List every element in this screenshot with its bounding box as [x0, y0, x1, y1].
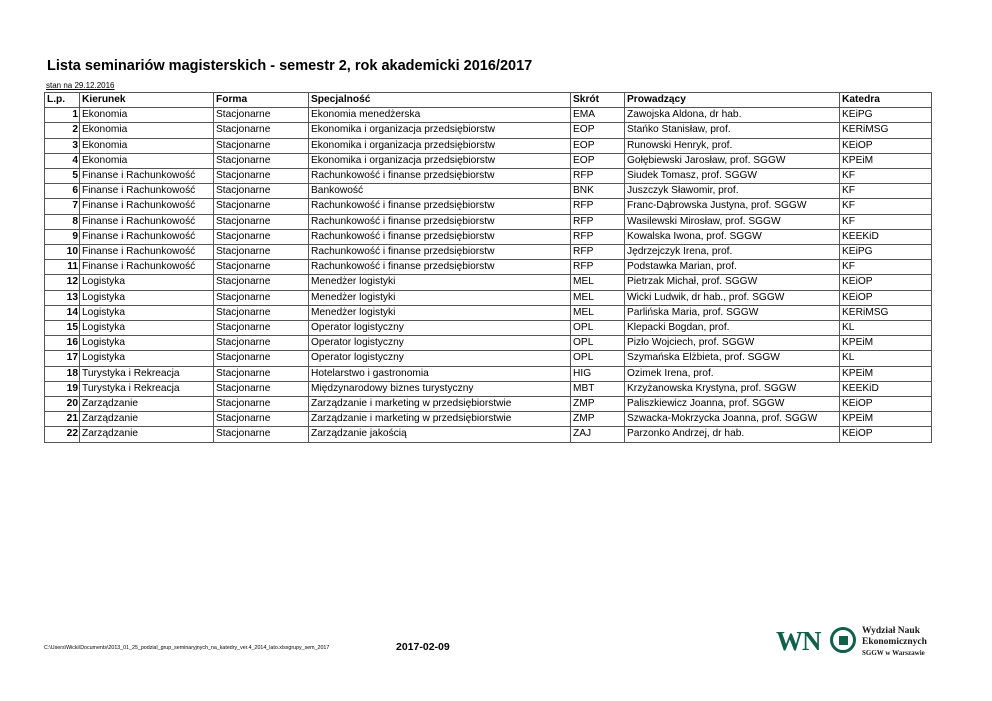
table-row — [45, 169, 932, 184]
print-date: 2017-02-09 — [396, 641, 450, 653]
cell-skrot: MEL — [571, 290, 625, 305]
table-row — [45, 245, 932, 260]
cell-prowadzacy: Wicki Ludwik, dr hab., prof. SGGW — [625, 290, 840, 305]
cell-skrot: RFP — [571, 169, 625, 184]
table-row — [45, 108, 932, 123]
cell-forma: Stacjonarne — [214, 321, 309, 336]
table-row — [45, 184, 932, 199]
cell-prowadzacy: Szymańska Elżbieta, prof. SGGW — [625, 351, 840, 366]
cell-specjalnosc: Rachunkowość i finanse przedsiębiorstw — [309, 214, 571, 229]
cell-prowadzacy: Paliszkiewicz Joanna, prof. SGGW — [625, 397, 840, 412]
cell-lp: 18 — [45, 366, 80, 381]
cell-katedra: KF — [840, 260, 932, 275]
table-row — [45, 123, 932, 138]
cell-lp: 12 — [45, 275, 80, 290]
cell-specjalnosc: Menedżer logistyki — [309, 290, 571, 305]
cell-lp: 9 — [45, 229, 80, 244]
cell-prowadzacy: Jędrzejczyk Irena, prof. — [625, 245, 840, 260]
cell-skrot: BNK — [571, 184, 625, 199]
file-path: C:\Users\Wicki\Documents\2013_01_25_podzial_grup_seminaryjnych_na_katedry_ver.4_2014_lato.xlsxgrupy_sem_2017 — [44, 645, 330, 651]
cell-lp: 1 — [45, 108, 80, 123]
logo-line-3: SGGW w Warszawie — [862, 649, 925, 657]
cell-kierunek: Zarządzanie — [80, 397, 214, 412]
cell-kierunek: Logistyka — [80, 321, 214, 336]
table-row — [45, 229, 932, 244]
faculty-logo — [776, 622, 956, 662]
seminar-table — [44, 92, 932, 443]
cell-katedra: KPEiM — [840, 412, 932, 427]
cell-katedra: KERiMSG — [840, 123, 932, 138]
cell-prowadzacy: Klepacki Bogdan, prof. — [625, 321, 840, 336]
cell-katedra: KEiOP — [840, 138, 932, 153]
document-title: Lista seminariów magisterskich - semestr 2, rok akademicki 2016/2017 — [47, 58, 533, 74]
cell-lp: 21 — [45, 412, 80, 427]
cell-katedra: KERiMSG — [840, 305, 932, 320]
cell-kierunek: Turystyka i Rekreacja — [80, 366, 214, 381]
cell-kierunek: Finanse i Rachunkowość — [80, 184, 214, 199]
cell-kierunek: Ekonomia — [80, 123, 214, 138]
cell-kierunek: Finanse i Rachunkowość — [80, 229, 214, 244]
cell-skrot: ZMP — [571, 412, 625, 427]
cell-skrot: OPL — [571, 336, 625, 351]
cell-lp: 14 — [45, 305, 80, 320]
cell-forma: Stacjonarne — [214, 153, 309, 168]
cell-katedra: KEEKiD — [840, 229, 932, 244]
header-forma: Forma — [214, 93, 309, 108]
cell-katedra: KPEiM — [840, 336, 932, 351]
cell-specjalnosc: Rachunkowość i finanse przedsiębiorstw — [309, 260, 571, 275]
cell-katedra: KL — [840, 321, 932, 336]
table-row — [45, 381, 932, 396]
header-specjalnosc: Specjalność — [309, 93, 571, 108]
table-row — [45, 305, 932, 320]
cell-kierunek: Logistyka — [80, 351, 214, 366]
cell-prowadzacy: Podstawka Marian, prof. — [625, 260, 840, 275]
cell-specjalnosc: Hotelarstwo i gastronomia — [309, 366, 571, 381]
cell-specjalnosc: Ekonomika i organizacja przedsiębiorstw — [309, 138, 571, 153]
cell-specjalnosc: Menedżer logistyki — [309, 275, 571, 290]
cell-katedra: KEiOP — [840, 275, 932, 290]
cell-skrot: EOP — [571, 153, 625, 168]
cell-katedra: KPEiM — [840, 366, 932, 381]
cell-specjalnosc: Operator logistyczny — [309, 351, 571, 366]
header-prowadzacy: Prowadzący — [625, 93, 840, 108]
table-row — [45, 351, 932, 366]
cell-lp: 6 — [45, 184, 80, 199]
cell-kierunek: Ekonomia — [80, 108, 214, 123]
cell-specjalnosc: Ekonomika i organizacja przedsiębiorstw — [309, 123, 571, 138]
cell-forma: Stacjonarne — [214, 123, 309, 138]
cell-kierunek: Finanse i Rachunkowość — [80, 260, 214, 275]
cell-skrot: RFP — [571, 199, 625, 214]
cell-prowadzacy: Gołębiewski Jarosław, prof. SGGW — [625, 153, 840, 168]
cell-skrot: EOP — [571, 123, 625, 138]
cell-kierunek: Turystyka i Rekreacja — [80, 381, 214, 396]
cell-prowadzacy: Ozimek Irena, prof. — [625, 366, 840, 381]
cell-katedra: KEiOP — [840, 427, 932, 442]
logo-text — [862, 626, 927, 659]
cell-lp: 20 — [45, 397, 80, 412]
cell-forma: Stacjonarne — [214, 275, 309, 290]
cell-skrot: MBT — [571, 381, 625, 396]
cell-prowadzacy: Krzyżanowska Krystyna, prof. SGGW — [625, 381, 840, 396]
table-row — [45, 138, 932, 153]
cell-specjalnosc: Bankowość — [309, 184, 571, 199]
cell-forma: Stacjonarne — [214, 336, 309, 351]
table-row — [45, 260, 932, 275]
cell-forma: Stacjonarne — [214, 184, 309, 199]
cell-kierunek: Ekonomia — [80, 138, 214, 153]
cell-kierunek: Finanse i Rachunkowość — [80, 245, 214, 260]
cell-lp: 10 — [45, 245, 80, 260]
cell-prowadzacy: Kowalska Iwona, prof. SGGW — [625, 229, 840, 244]
cell-specjalnosc: Operator logistyczny — [309, 321, 571, 336]
cell-skrot: ZMP — [571, 397, 625, 412]
table-row — [45, 153, 932, 168]
header-katedra: Katedra — [840, 93, 932, 108]
cell-kierunek: Logistyka — [80, 290, 214, 305]
cell-skrot: HIG — [571, 366, 625, 381]
cell-specjalnosc: Rachunkowość i finanse przedsiębiorstw — [309, 229, 571, 244]
cell-kierunek: Finanse i Rachunkowość — [80, 169, 214, 184]
cell-katedra: KF — [840, 199, 932, 214]
cell-katedra: KEiOP — [840, 397, 932, 412]
cell-prowadzacy: Parlińska Maria, prof. SGGW — [625, 305, 840, 320]
cell-skrot: EOP — [571, 138, 625, 153]
cell-lp: 8 — [45, 214, 80, 229]
logo-mark: WN — [776, 626, 821, 656]
cell-forma: Stacjonarne — [214, 381, 309, 396]
cell-specjalnosc: Międzynarodowy biznes turystyczny — [309, 381, 571, 396]
cell-prowadzacy: Zawojska Aldona, dr hab. — [625, 108, 840, 123]
cell-forma: Stacjonarne — [214, 305, 309, 320]
table-row — [45, 275, 932, 290]
cell-lp: 3 — [45, 138, 80, 153]
cell-specjalnosc: Menedżer logistyki — [309, 305, 571, 320]
cell-lp: 11 — [45, 260, 80, 275]
table-header-row — [45, 93, 932, 108]
cell-specjalnosc: Operator logistyczny — [309, 336, 571, 351]
cell-lp: 13 — [45, 290, 80, 305]
cell-skrot: MEL — [571, 275, 625, 290]
cell-forma: Stacjonarne — [214, 245, 309, 260]
cell-kierunek: Finanse i Rachunkowość — [80, 214, 214, 229]
cell-forma: Stacjonarne — [214, 290, 309, 305]
cell-forma: Stacjonarne — [214, 366, 309, 381]
cell-katedra: KF — [840, 169, 932, 184]
cell-lp: 15 — [45, 321, 80, 336]
cell-specjalnosc: Zarządzanie i marketing w przedsiębiorstwie — [309, 397, 571, 412]
cell-forma: Stacjonarne — [214, 412, 309, 427]
cell-lp: 22 — [45, 427, 80, 442]
cell-skrot: OPL — [571, 321, 625, 336]
table-row — [45, 336, 932, 351]
cell-skrot: RFP — [571, 229, 625, 244]
logo-line-2: Ekonomicznych — [862, 637, 927, 647]
cell-specjalnosc: Zarządzanie i marketing w przedsiębiorstwie — [309, 412, 571, 427]
cell-katedra: KL — [840, 351, 932, 366]
cell-specjalnosc: Rachunkowość i finanse przedsiębiorstw — [309, 199, 571, 214]
cell-forma: Stacjonarne — [214, 260, 309, 275]
cell-katedra: KEiPG — [840, 108, 932, 123]
cell-prowadzacy: Szwacka-Mokrzycka Joanna, prof. SGGW — [625, 412, 840, 427]
cell-skrot: EMA — [571, 108, 625, 123]
cell-skrot: RFP — [571, 260, 625, 275]
cell-prowadzacy: Runowski Henryk, prof. — [625, 138, 840, 153]
cell-kierunek: Ekonomia — [80, 153, 214, 168]
cell-prowadzacy: Juszczyk Sławomir, prof. — [625, 184, 840, 199]
cell-prowadzacy: Wasilewski Mirosław, prof. SGGW — [625, 214, 840, 229]
table-row — [45, 397, 932, 412]
table-row — [45, 321, 932, 336]
cell-lp: 4 — [45, 153, 80, 168]
cell-katedra: KEiOP — [840, 290, 932, 305]
table-row — [45, 412, 932, 427]
cell-katedra: KF — [840, 184, 932, 199]
cell-lp: 5 — [45, 169, 80, 184]
table-row — [45, 427, 932, 442]
cell-katedra: KPEiM — [840, 153, 932, 168]
cell-skrot: ZAJ — [571, 427, 625, 442]
cell-skrot: RFP — [571, 214, 625, 229]
cell-prowadzacy: Franc-Dąbrowska Justyna, prof. SGGW — [625, 199, 840, 214]
status-date: stan na 29.12.2016 — [46, 81, 115, 90]
header-lp: L.p. — [45, 93, 80, 108]
cell-forma: Stacjonarne — [214, 169, 309, 184]
cell-prowadzacy: Pietrzak Michał, prof. SGGW — [625, 275, 840, 290]
cell-specjalnosc: Rachunkowość i finanse przedsiębiorstw — [309, 245, 571, 260]
cell-katedra: KF — [840, 214, 932, 229]
cell-kierunek: Logistyka — [80, 275, 214, 290]
cell-kierunek: Logistyka — [80, 336, 214, 351]
cell-kierunek: Logistyka — [80, 305, 214, 320]
cell-skrot: OPL — [571, 351, 625, 366]
cell-specjalnosc: Zarządzanie jakością — [309, 427, 571, 442]
cell-lp: 17 — [45, 351, 80, 366]
cell-kierunek: Finanse i Rachunkowość — [80, 199, 214, 214]
cell-lp: 2 — [45, 123, 80, 138]
table-row — [45, 199, 932, 214]
cell-forma: Stacjonarne — [214, 397, 309, 412]
cell-skrot: MEL — [571, 305, 625, 320]
cell-katedra: KEiPG — [840, 245, 932, 260]
cell-specjalnosc: Rachunkowość i finanse przedsiębiorstw — [309, 169, 571, 184]
cell-lp: 16 — [45, 336, 80, 351]
cell-forma: Stacjonarne — [214, 351, 309, 366]
cell-katedra: KEEKiD — [840, 381, 932, 396]
cell-forma: Stacjonarne — [214, 229, 309, 244]
cell-forma: Stacjonarne — [214, 199, 309, 214]
table-row — [45, 366, 932, 381]
cell-prowadzacy: Siudek Tomasz, prof. SGGW — [625, 169, 840, 184]
table-row — [45, 290, 932, 305]
cell-prowadzacy: Parzonko Andrzej, dr hab. — [625, 427, 840, 442]
table-row — [45, 214, 932, 229]
header-kierunek: Kierunek — [80, 93, 214, 108]
cell-kierunek: Zarządzanie — [80, 427, 214, 442]
cell-forma: Stacjonarne — [214, 138, 309, 153]
cell-lp: 7 — [45, 199, 80, 214]
logo-line-1: Wydział Nauk — [862, 626, 920, 636]
logo-emblem-icon — [830, 627, 856, 653]
cell-lp: 19 — [45, 381, 80, 396]
cell-specjalnosc: Ekonomia menedżerska — [309, 108, 571, 123]
cell-forma: Stacjonarne — [214, 427, 309, 442]
cell-forma: Stacjonarne — [214, 108, 309, 123]
cell-skrot: RFP — [571, 245, 625, 260]
cell-forma: Stacjonarne — [214, 214, 309, 229]
cell-specjalnosc: Ekonomika i organizacja przedsiębiorstw — [309, 153, 571, 168]
header-skrot: Skrót — [571, 93, 625, 108]
cell-kierunek: Zarządzanie — [80, 412, 214, 427]
cell-prowadzacy: Stańko Stanisław, prof. — [625, 123, 840, 138]
cell-prowadzacy: Pizło Wojciech, prof. SGGW — [625, 336, 840, 351]
